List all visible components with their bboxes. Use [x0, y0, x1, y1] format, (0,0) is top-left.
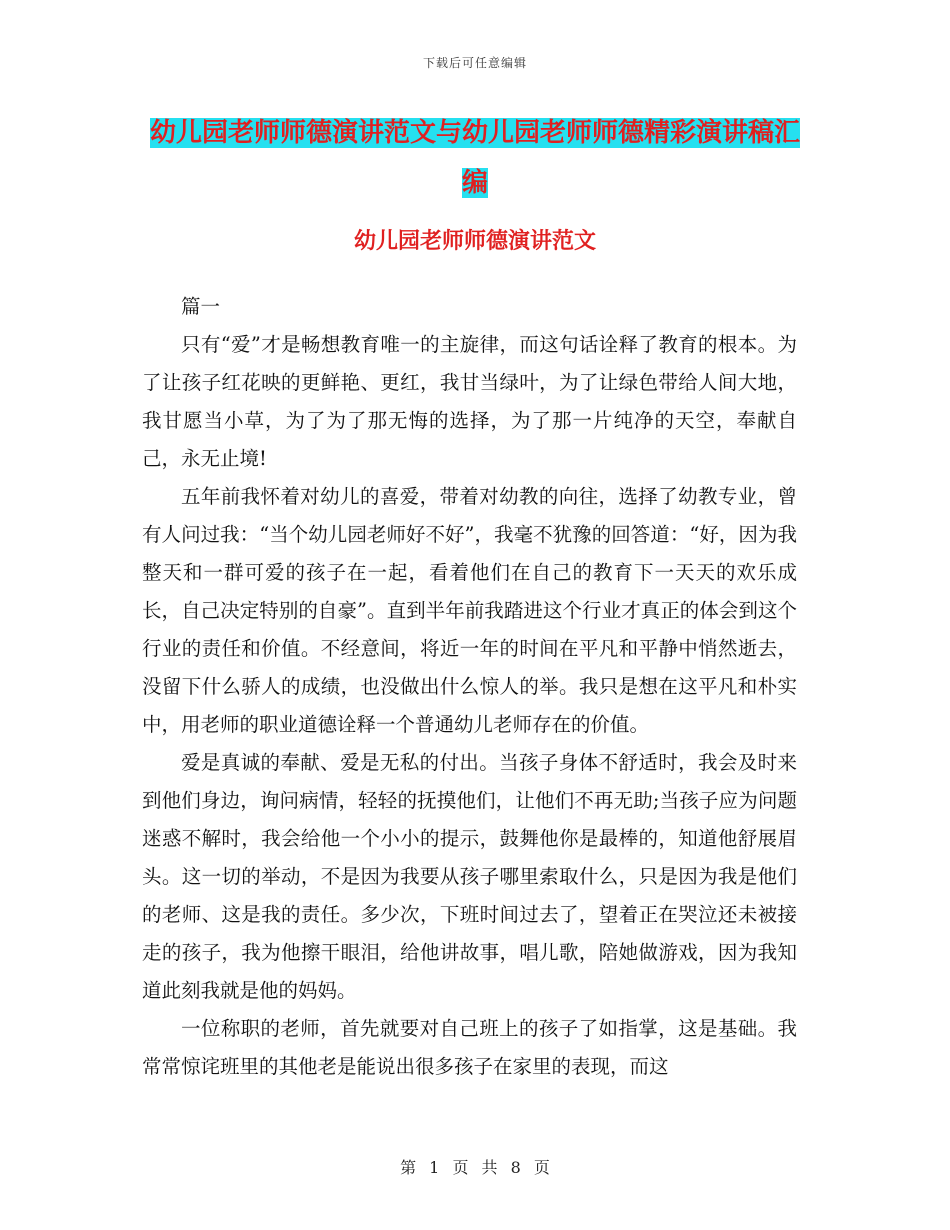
- paragraph: 一位称职的老师，首先就要对自己班上的孩子了如指掌，这是基础。我常常惊诧班里的其他老是能说出很多孩子在家里的表现，而这: [142, 1017, 797, 1078]
- document-body: [142, 288, 797, 1086]
- paragraph: 五年前我怀着对幼儿的喜爱，带着对幼教的向往，选择了幼教专业，曾有人问过我：“当个幼儿园老师好不好”，我毫不犹豫的回答道：“好，因为我整天和一群可爱的孩子在一起，看着他们在自己的教育下一天天的欢乐成长，自己决定特别的自豪”。直到半年前我踏进这个行业才真正的体会到这个行业的责任和价值。不经意间，将近一年的时间在平凡和平静中悄然逝去，没留下什么骄人的成绩，也没做出什么惊人的举。我只是想在这平凡和朴实中，用老师的职业道德诠释一个普通幼儿老师存在的价值。: [142, 485, 797, 736]
- title-text: 幼儿园老师师德演讲范文与幼儿园老师师德精彩演讲稿汇编: [150, 118, 801, 198]
- section-title: 幼儿园老师师德演讲范文: [353, 229, 596, 254]
- document-title: [150, 108, 800, 208]
- paragraph: 爱是真诚的奉献、爱是无私的付出。当孩子身体不舒适时，我会及时来到他们身边，询问病情，轻轻的抚摸他们，让他们不再无助;当孩子应为问题迷惑不解时，我会给他一个小小的提示，鼓舞他你是最棒的，知道他舒展眉头。这一切的举动，不是因为我要从孩子哪里索取什么，只是因为我是他们的老师、这是我的责任。多少次，下班时间过去了，望着正在哭泣还未被接走的孩子，我为他擦干眼泪，给他讲故事，唱儿歌，陪她做游戏，因为我知道此刻我就是他的妈妈。: [142, 751, 797, 1002]
- paragraph-heading: 篇一: [181, 295, 221, 318]
- paragraph: 只有“爱”才是畅想教育唯一的主旋律，而这句话诠释了教育的根本。为了让孩子红花映的更鲜艳、更红，我甘当绿叶，为了让绿色带给人间大地，我甘愿当小草，为了为了那无悔的选择，为了那一片纯净的天空，奉献自己，永无止境!: [142, 333, 797, 470]
- page-footer: 第 1 页 共 8 页: [400, 1158, 550, 1177]
- page-header-note: 下载后可任意编辑: [422, 56, 527, 70]
